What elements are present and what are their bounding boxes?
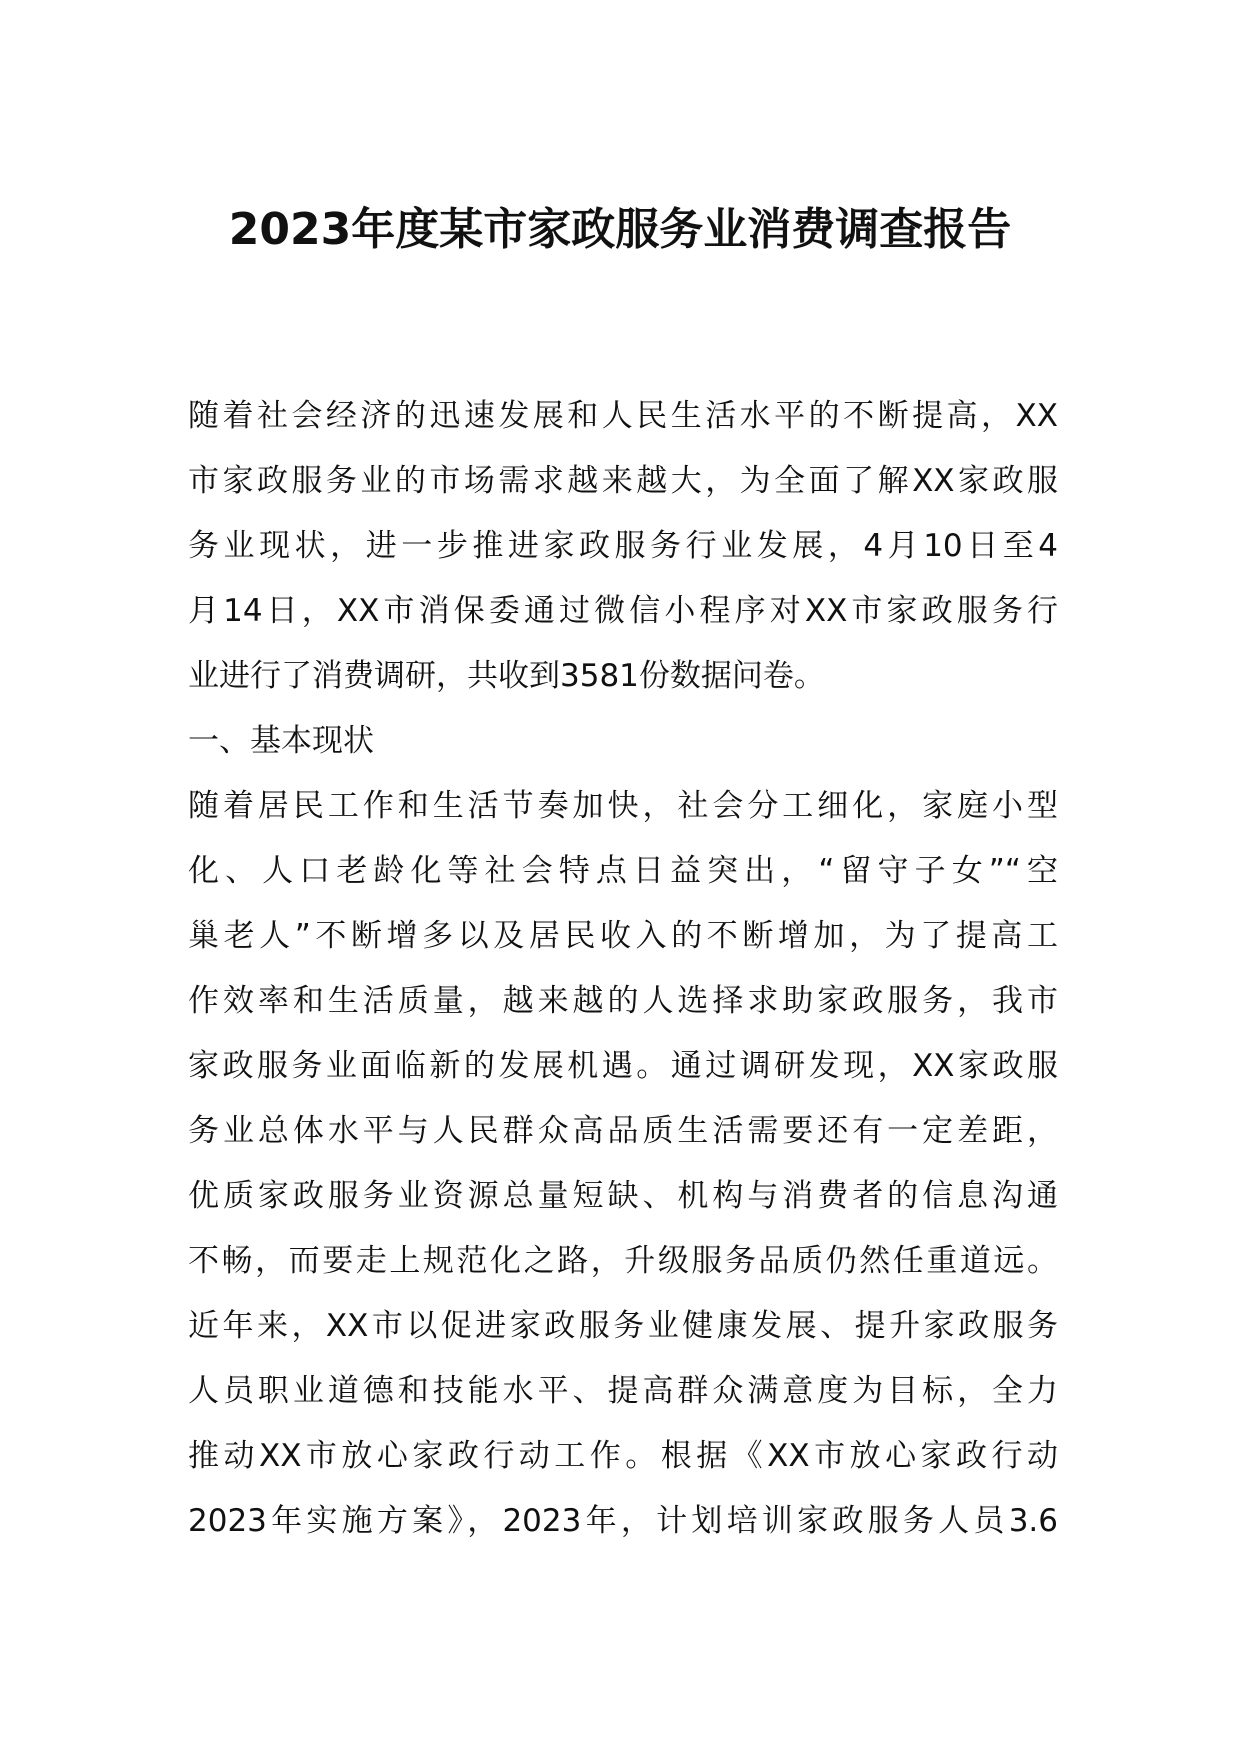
body-line: 人员职业道德和技能水平、提高群众满意度为目标，全力 bbox=[188, 1373, 1058, 1409]
body-line: 随着居民工作和生活节奏加快，社会分工细化，家庭小型 bbox=[188, 788, 1058, 824]
body-line: 作效率和生活质量，越来越的人选择求助家政服务，我市 bbox=[188, 983, 1058, 1019]
body-line: 2023年实施方案》，2023年，计划培训家政服务人员3.6 bbox=[188, 1503, 1058, 1539]
document-title: 2023年度某市家政服务业消费调查报告 bbox=[228, 204, 1012, 255]
body-line: 化、人口老龄化等社会特点日益突出，“留守子女”“空 bbox=[188, 853, 1058, 889]
section-heading: 一、基本现状 bbox=[188, 723, 374, 759]
body-line: 家政服务业面临新的发展机遇。通过调研发现，XX家政服 bbox=[188, 1048, 1058, 1084]
body-line: 优质家政服务业资源总量短缺、机构与消费者的信息沟通 bbox=[188, 1178, 1058, 1214]
body-line: 务业现状，进一步推进家政服务行业发展，4月10日至4 bbox=[188, 528, 1058, 564]
body-line: 近年来，XX市以促进家政服务业健康发展、提升家政服务 bbox=[188, 1308, 1058, 1344]
body-line: 月14日，XX市消保委通过微信小程序对XX市家政服务行 bbox=[188, 593, 1058, 629]
body-line: 务业总体水平与人民群众高品质生活需要还有一定差距， bbox=[188, 1113, 1058, 1149]
body-line: 随着社会经济的迅速发展和人民生活水平的不断提高，XX bbox=[188, 398, 1058, 434]
body-line: 业进行了消费调研，共收到3581份数据问卷。 bbox=[188, 658, 825, 694]
document-body bbox=[188, 384, 1058, 1554]
body-line: 推动XX市放心家政行动工作。根据《XX市放心家政行动 bbox=[188, 1438, 1058, 1474]
body-line: 市家政服务业的市场需求越来越大，为全面了解XX家政服 bbox=[188, 463, 1058, 499]
body-line: 不畅，而要走上规范化之路，升级服务品质仍然任重道远。 bbox=[188, 1243, 1058, 1279]
body-line: 巢老人”不断增多以及居民收入的不断增加，为了提高工 bbox=[188, 918, 1058, 954]
